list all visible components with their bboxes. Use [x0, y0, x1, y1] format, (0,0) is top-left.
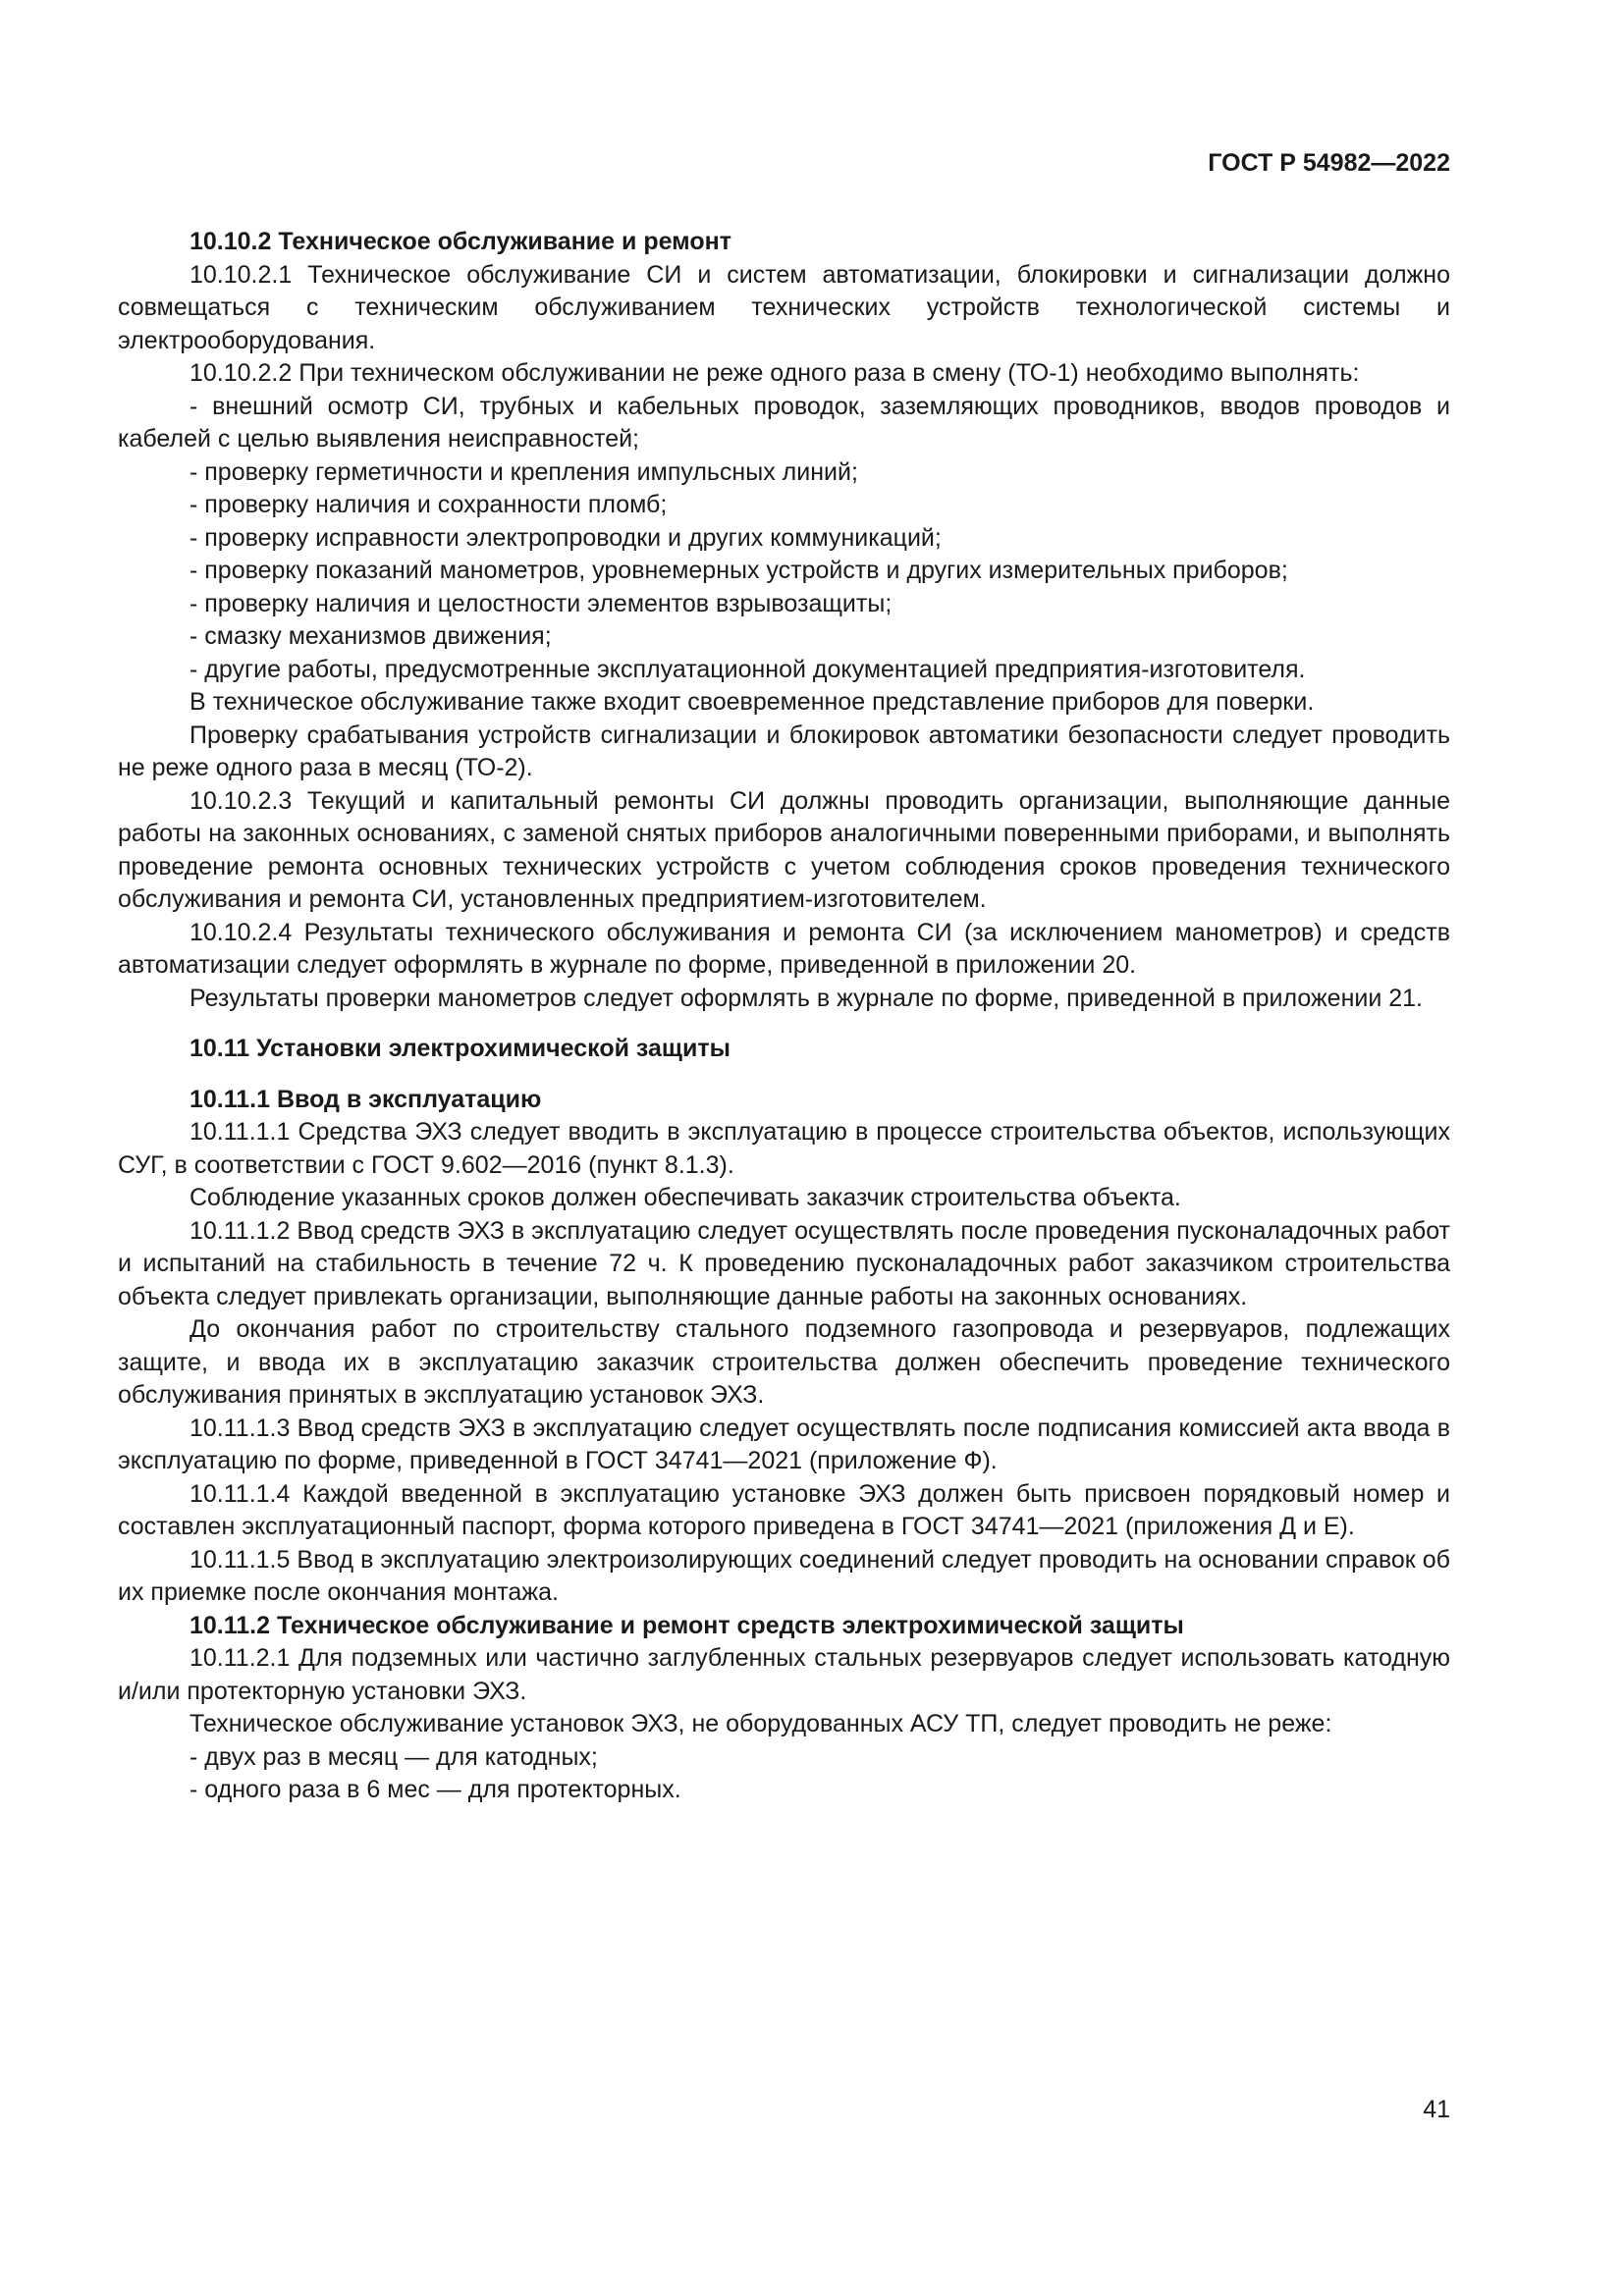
paragraph: 10.11.1.5 Ввод в эксплуатацию электроизолирующих соединений следует проводить на основании справок об их приемке после окончания монтажа.: [118, 1545, 1450, 1606]
paragraph: 10.10.2.3 Текущий и капитальный ремонты СИ должны проводить организации, выполняющие данные работы на законных основаниях, с заменой снятых приборов аналогичными поверенными приборами, и выполнять проведение ремонта основных технических устройств с учетом соблюдения сроков проведения технического обслуживания и ремонта СИ, установленных предприятием-изготовителем.: [118, 786, 1450, 913]
paragraph: 10.11.1.3 Ввод средств ЭХЗ в эксплуатацию следует осуществлять после подписания комиссией акта ввода в эксплуатацию по форме, приведенной в ГОСТ 34741—2021 (приложение Ф).: [118, 1414, 1450, 1474]
list-item: - проверку наличия и целостности элементов взрывозащиты;: [189, 589, 893, 617]
paragraph: Техническое обслуживание установок ЭХЗ, не оборудованных АСУ ТП, следует проводить не реже:: [189, 1710, 1332, 1737]
paragraph: 10.11.1.2 Ввод средств ЭХЗ в эксплуатацию следует осуществлять после проведения пусконаладочных работ и испытаний на стабильность в течение 72 ч. К проведению пусконаладочных работ заказчиком строительства объекта следует привлекать организации, выполняющие данные работы на законных основаниях.: [118, 1216, 1450, 1310]
paragraph: Соблюдение указанных сроков должен обеспечивать заказчик строительства объекта.: [189, 1184, 1181, 1211]
section-heading: 10.10.2 Техническое обслуживание и ремонт: [189, 228, 731, 255]
list-item: - проверку показаний манометров, уровнемерных устройств и других измерительных приборов;: [189, 557, 1288, 584]
paragraph: Проверку срабатывания устройств сигнализации и блокировок автоматики безопасности следует проводить не реже одного раза в месяц (ТО-2).: [118, 721, 1450, 781]
paragraph: До окончания работ по строительству стального подземного газопровода и резервуаров, подлежащих защите, и ввода их в эксплуатацию заказчик строительства должен обеспечить проведение технического обслуживания принятых в эксплуатацию установок ЭХЗ.: [118, 1315, 1450, 1409]
paragraph: 10.10.2.4 Результаты технического обслуживания и ремонта СИ (за исключением манометров) и средств автоматизации следует оформлять в журнале по форме, приведенной в приложении 20.: [118, 918, 1450, 979]
document-body: [118, 226, 1450, 1807]
list-item: - проверку герметичности и крепления импульсных линий;: [189, 457, 858, 486]
list-item: - другие работы, предусмотренные эксплуатационной документацией предприятия-изготовителя.: [189, 655, 1306, 683]
paragraph: 10.11.1.1 Средства ЭХЗ следует вводить в эксплуатацию в процессе строительства объектов, использующих СУГ, в соответствии с ГОСТ 9.602—2016 (пункт 8.1.3).: [118, 1118, 1450, 1179]
list-item: - проверку наличия и сохранности пломб;: [189, 491, 668, 518]
paragraph: 10.11.1.4 Каждой введенной в эксплуатацию установке ЭХЗ должен быть присвоен порядковый номер и составлен эксплуатационный паспорт, форма которого приведена в ГОСТ 34741—2021 (приложения Д и Е).: [118, 1479, 1450, 1540]
paragraph: 10.11.2.1 Для подземных или частично заглубленных стальных резервуаров следует использовать катодную и/или протекторную установки ЭХЗ.: [118, 1644, 1450, 1705]
section-heading: 10.11 Установки электрохимической защиты: [189, 1035, 731, 1062]
page-number: 41: [1423, 2096, 1450, 2123]
paragraph: В техническое обслуживание также входит своевременное представление приборов для поверки.: [189, 688, 1315, 716]
paragraph: Результаты проверки манометров следует оформлять в журнале по форме, приведенной в приложении 21.: [189, 984, 1424, 1012]
section-heading: 10.11.2 Техническое обслуживание и ремонт средств электрохимической защиты: [189, 1611, 1184, 1639]
paragraph: - внешний осмотр СИ, трубных и кабельных проводок, заземляющих проводников, вводов проводов и кабелей с целью выявления неисправностей;: [118, 392, 1450, 453]
document-code-header: ГОСТ Р 54982—2022: [1208, 149, 1450, 177]
section-heading: 10.11.1 Ввод в эксплуатацию: [189, 1085, 542, 1113]
list-item: - смазку механизмов движения;: [189, 622, 552, 650]
list-item: - одного раза в 6 мес — для протекторных.: [189, 1776, 681, 1803]
list-item: - двух раз в месяц — для катодных;: [189, 1742, 598, 1771]
list-item: - проверку исправности электропроводки и других коммуникаций;: [189, 523, 942, 552]
paragraph: 10.10.2.1 Техническое обслуживание СИ и систем автоматизации, блокировки и сигнализации должно совмещаться с техническим обслуживанием технических устройств технологической системы и электрооборудования.: [118, 260, 1450, 354]
paragraph: 10.10.2.2 При техническом обслуживании не реже одного раза в смену (ТО-1) необходимо выполнять:: [189, 359, 1360, 387]
